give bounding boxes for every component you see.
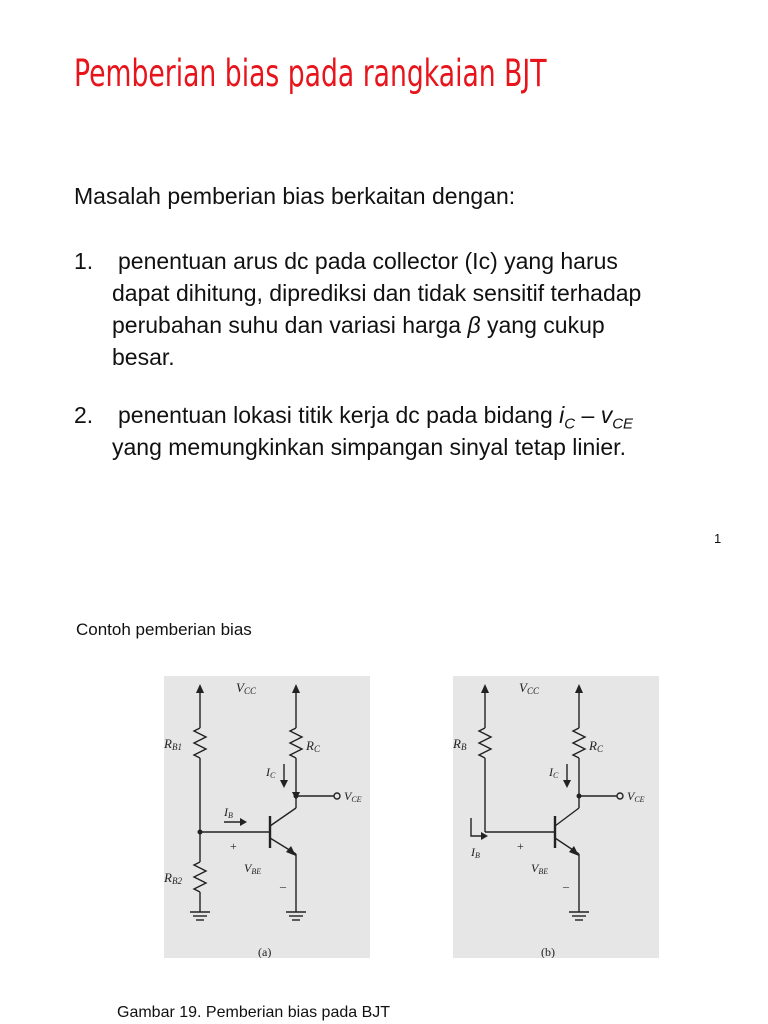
vce-terminal [617, 793, 623, 799]
rb1-label: RB1 [164, 736, 182, 752]
circuit-a [164, 676, 370, 958]
resistor-rb2 [194, 862, 206, 892]
vcc-arrow-icon [481, 684, 489, 693]
vbe-label: VBE [531, 861, 549, 876]
resistor-rb [479, 728, 491, 758]
ic-arrowhead-icon [280, 780, 288, 788]
rb2-label: RB2 [164, 870, 182, 886]
list-number: 2. [74, 402, 94, 428]
beta-symbol: β [467, 312, 481, 338]
rc-label: RC [589, 738, 603, 754]
node-dot [577, 794, 582, 799]
emitter-arrow-icon [286, 846, 296, 856]
ic-symbol: i [559, 402, 565, 428]
vcc-arrow-icon [575, 684, 583, 693]
resistor-rc [290, 728, 302, 758]
ic-arrowhead-icon [563, 780, 571, 788]
plus-sign: + [230, 839, 237, 853]
list-line-text: yang cukup [487, 312, 605, 338]
vcc-label: VCC [519, 680, 539, 696]
circuit-a-diagram [164, 676, 370, 958]
minus-sign: – [280, 879, 286, 893]
list-line: besar. [112, 344, 175, 370]
list-line: dapat dihitung, diprediksi dan tidak sensitif terhadap [112, 280, 642, 306]
page-number: 1 [714, 531, 722, 546]
vcc-label: VCC [236, 680, 256, 696]
list-number: 1. [74, 248, 94, 274]
vcc-arrow-icon [292, 684, 300, 693]
node-dot [198, 830, 203, 835]
list-line [112, 309, 605, 341]
rc-label: RC [306, 738, 320, 754]
resistor-rc [573, 728, 585, 758]
transistor-collector [270, 808, 296, 826]
circuit-b-diagram [453, 676, 659, 958]
intro-text: Masalah pemberian bias berkaitan dengan: [74, 183, 516, 209]
ic-subscript: C [564, 415, 576, 433]
ic-label: IC [549, 765, 559, 780]
transistor-collector [555, 808, 579, 826]
figure-heading: Contoh pemberian bias [76, 620, 252, 639]
vce-terminal [334, 793, 340, 799]
circuit-b [453, 676, 659, 958]
dash: – [581, 402, 595, 428]
ic-label: IC [266, 765, 276, 780]
page-title: Pemberian bias pada rangkaian BJT [74, 52, 547, 95]
vce-symbol: v [600, 402, 613, 428]
vbe-label: VBE [244, 861, 262, 876]
circuit-label: (a) [258, 945, 272, 958]
list-line-text: penentuan lokasi titik kerja dc pada bidang [118, 402, 553, 428]
node-dot [294, 794, 299, 799]
resistor-rb1 [194, 728, 206, 758]
rb-label: RB [453, 736, 467, 752]
vce-label: VCE [627, 789, 645, 804]
figure-caption: Gambar 19. Pemberian bias pada BJT [117, 1004, 391, 1021]
vce-label: VCE [344, 789, 362, 804]
plus-sign: + [517, 839, 524, 853]
ib-arrowhead-icon [481, 832, 488, 840]
vce-subscript: CE [612, 415, 634, 433]
ib-arrowhead-icon [240, 818, 247, 826]
minus-sign: – [563, 879, 569, 893]
ib-label: IB [224, 805, 233, 820]
list-line: yang memungkinkan simpangan sinyal tetap linier. [112, 434, 626, 460]
vcc-arrow-icon [196, 684, 204, 693]
circuit-label: (b) [541, 945, 555, 958]
ib-label: IB [471, 845, 480, 860]
list-line-text: perubahan suhu dan variasi harga [112, 312, 462, 338]
list-line: penentuan arus dc pada collector (Ic) yang harus [118, 248, 618, 274]
